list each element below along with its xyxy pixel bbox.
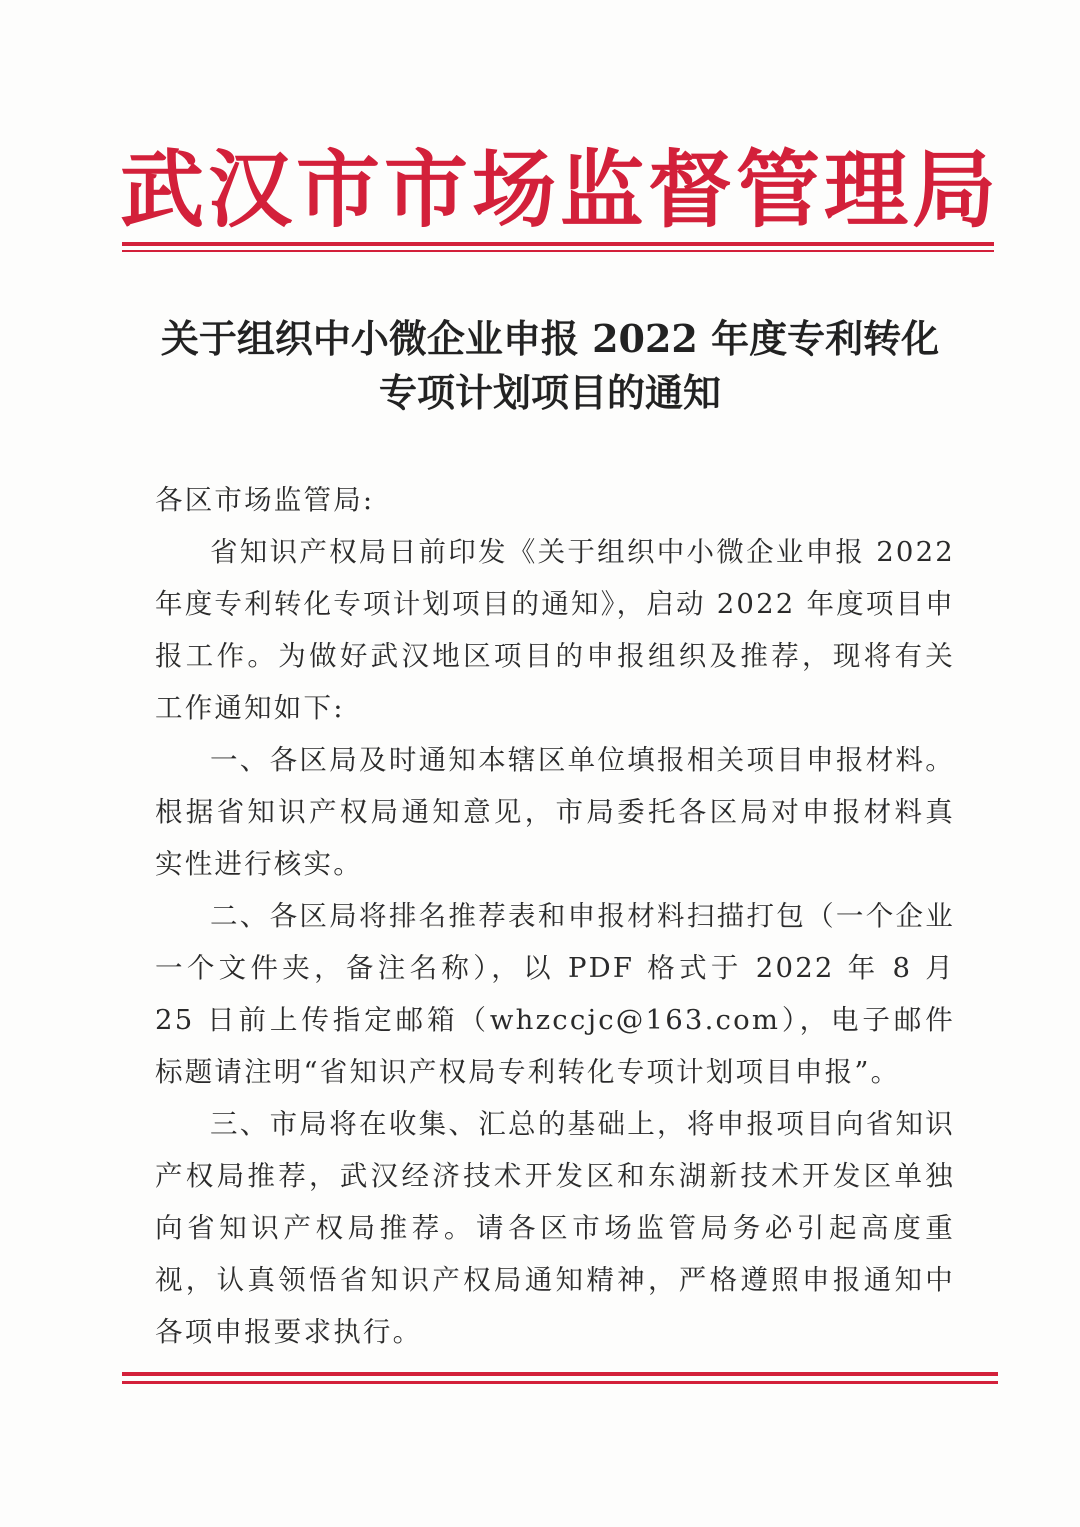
footer-red-rule-thick (122, 1372, 998, 1376)
paragraph-intro: 省知识产权局日前印发《关于组织中小微企业申报 2022 年度专利转化专项计划项目的通知》，启动 2022 年度项目申报工作。为做好武汉地区项目的申报组织及推荐，现将有关工作通知如下: (155, 536, 955, 724)
footer-red-rule-thin (122, 1381, 998, 1384)
document-title-line-2: 专项计划项目的通知 (378, 370, 721, 415)
masthead-org-name: 武汉市市场监督管理局 (120, 140, 1001, 239)
document-body (155, 474, 955, 1358)
masthead-red-rule-thick (122, 242, 994, 246)
paragraph-item-3: 三、市局将在收集、汇总的基础上，将申报项目向省知识产权局推荐，武汉经济技术开发区和东湖新技术开发区单独向省知识产权局推荐。请各区市场监管局务必引起高度重视，认真领悟省知识产权局通知精神，严格遵照申报通知中各项申报要求执行。 (155, 1108, 955, 1348)
paragraph-item-2: 二、各区局将排名推荐表和申报材料扫描打包（一个企业一个文件夹，备注名称），以 PDF 格式于 2022 年 8 月 25 日前上传指定邮箱（whzccjc@163.com），电子邮件标题请注明“省知识产权局专利转化专项计划项目申报”。 (155, 900, 955, 1088)
paragraph-item-1: 一、各区局及时通知本辖区单位填报相关项目申报材料。根据省知识产权局通知意见，市局委托各区局对申报材料真实性进行核实。 (155, 744, 955, 880)
document-title-line-1: 关于组织中小微企业申报 2022 年度专利转化 (160, 316, 940, 361)
salutation: 各区市场监管局: (155, 484, 375, 516)
masthead-red-rule-thin (122, 250, 994, 252)
